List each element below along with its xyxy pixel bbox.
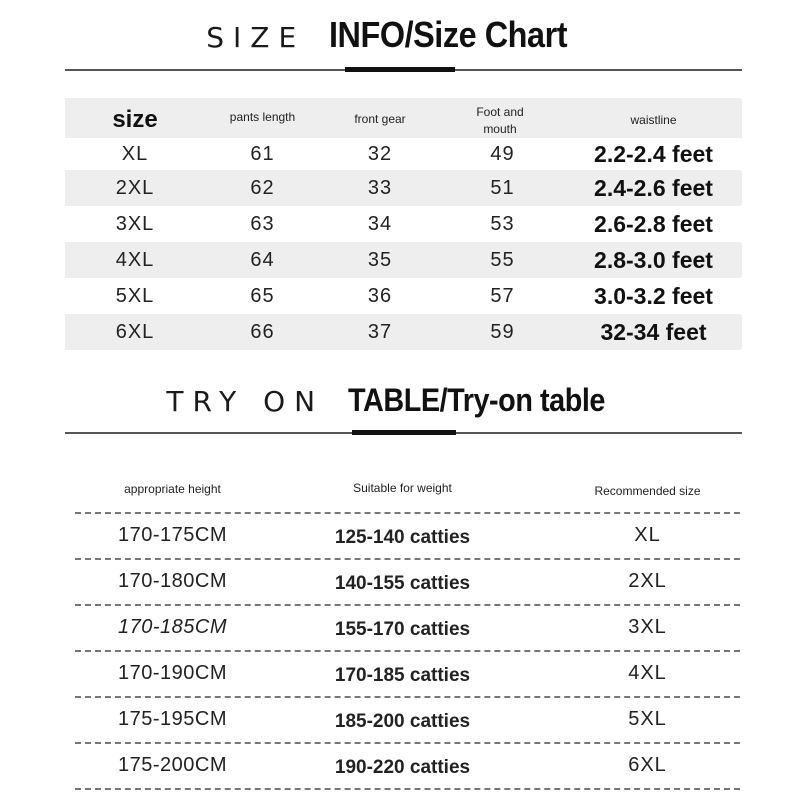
pants-length-cell: 64: [250, 248, 275, 271]
foot-mouth-cell: 53: [490, 212, 515, 235]
size-table-header: [65, 98, 742, 138]
size-cell: 6XL: [115, 320, 155, 343]
size-row-2xl: [65, 170, 742, 206]
size-row-3xl: [65, 206, 742, 242]
front-gear-cell: 32: [367, 142, 393, 165]
size-chart-table: [65, 98, 742, 350]
tryon-row: [75, 742, 740, 790]
waistline-cell: 2.4-2.6 feet: [594, 174, 713, 201]
pants-length-cell: 62: [250, 176, 275, 199]
height-cell: 170-180CM: [117, 570, 227, 592]
tryon-table-title: [0, 382, 800, 419]
front-gear-cell: 34: [367, 212, 393, 235]
tryon-table: [75, 470, 740, 790]
pants-length-cell: 66: [250, 320, 275, 343]
height-cell: 170-185CM: [117, 616, 227, 638]
header-appropriate-height: appropriate height: [124, 482, 221, 496]
waistline-cell: 32-34 feet: [600, 318, 707, 345]
weight-cell: 125-140 catties: [334, 527, 471, 548]
tryon-row: [75, 558, 740, 604]
tryon-row: [75, 650, 740, 696]
size-cell: 3XL: [115, 212, 155, 235]
pants-length-cell: 63: [250, 212, 275, 235]
front-gear-cell: 36: [367, 284, 393, 307]
height-cell: 175-195CM: [117, 708, 227, 730]
size-row-xl: [65, 138, 742, 170]
foot-mouth-cell: 51: [490, 176, 515, 199]
header-foot-mouth: Foot and mouth: [476, 105, 524, 136]
size-row-6xl: [65, 314, 742, 350]
recommended-size-cell: 3XL: [628, 616, 667, 638]
height-cell: 175-200CM: [117, 754, 227, 776]
weight-cell: 185-200 catties: [334, 711, 471, 732]
size-row-5xl: [65, 278, 742, 314]
weight-cell: 140-155 catties: [334, 573, 471, 594]
size-title-main: INFO/Size Chart: [329, 14, 568, 55]
header-recommended-size: Recommended size: [594, 484, 701, 498]
recommended-size-cell: 5XL: [628, 708, 667, 730]
weight-cell: 155-170 catties: [334, 619, 471, 640]
recommended-size-cell: 4XL: [628, 662, 667, 684]
tryon-row: [75, 604, 740, 650]
header-front-gear: front gear: [354, 112, 406, 126]
front-gear-cell: 37: [367, 320, 393, 343]
foot-mouth-cell: 59: [490, 320, 515, 343]
header-waistline: waistline: [630, 113, 677, 127]
recommended-size-cell: XL: [634, 524, 661, 546]
size-title-rule-accent: [345, 67, 455, 72]
tryon-title-main: TABLE/Try-on table: [348, 382, 606, 418]
front-gear-cell: 33: [367, 176, 393, 199]
waistline-cell: 2.6-2.8 feet: [594, 210, 713, 237]
waistline-cell: 2.8-3.0 feet: [594, 246, 713, 273]
size-cell: 4XL: [115, 248, 155, 271]
waistline-cell: 2.2-2.4 feet: [594, 140, 713, 167]
pants-length-cell: 61: [250, 142, 275, 165]
pants-length-cell: 65: [250, 284, 275, 307]
weight-cell: 170-185 catties: [334, 665, 471, 686]
foot-mouth-cell: 55: [490, 248, 515, 271]
waistline-cell: 3.0-3.2 feet: [594, 282, 713, 309]
foot-mouth-cell: 49: [490, 142, 515, 165]
tryon-row: [75, 696, 740, 742]
recommended-size-cell: 6XL: [628, 754, 667, 776]
tryon-row: [75, 512, 740, 558]
foot-mouth-cell: 57: [490, 284, 515, 307]
size-chart-title: [0, 14, 800, 56]
front-gear-cell: 35: [367, 248, 393, 271]
size-title-spaced: SIZE: [206, 21, 306, 54]
tryon-table-header: [75, 470, 740, 512]
header-pants-length: pants length: [229, 110, 296, 124]
height-cell: 170-175CM: [117, 524, 227, 546]
size-cell: 2XL: [115, 176, 155, 199]
header-suitable-weight: Suitable for weight: [353, 481, 452, 495]
size-cell: 5XL: [115, 284, 155, 307]
size-row-4xl: [65, 242, 742, 278]
tryon-title-spaced: TRY ON: [166, 385, 325, 418]
recommended-size-cell: 2XL: [628, 570, 667, 592]
height-cell: 170-190CM: [117, 662, 227, 684]
size-cell: XL: [121, 142, 149, 165]
weight-cell: 190-220 catties: [334, 757, 471, 778]
tryon-title-rule-accent: [352, 430, 456, 435]
header-size: size: [112, 106, 158, 133]
